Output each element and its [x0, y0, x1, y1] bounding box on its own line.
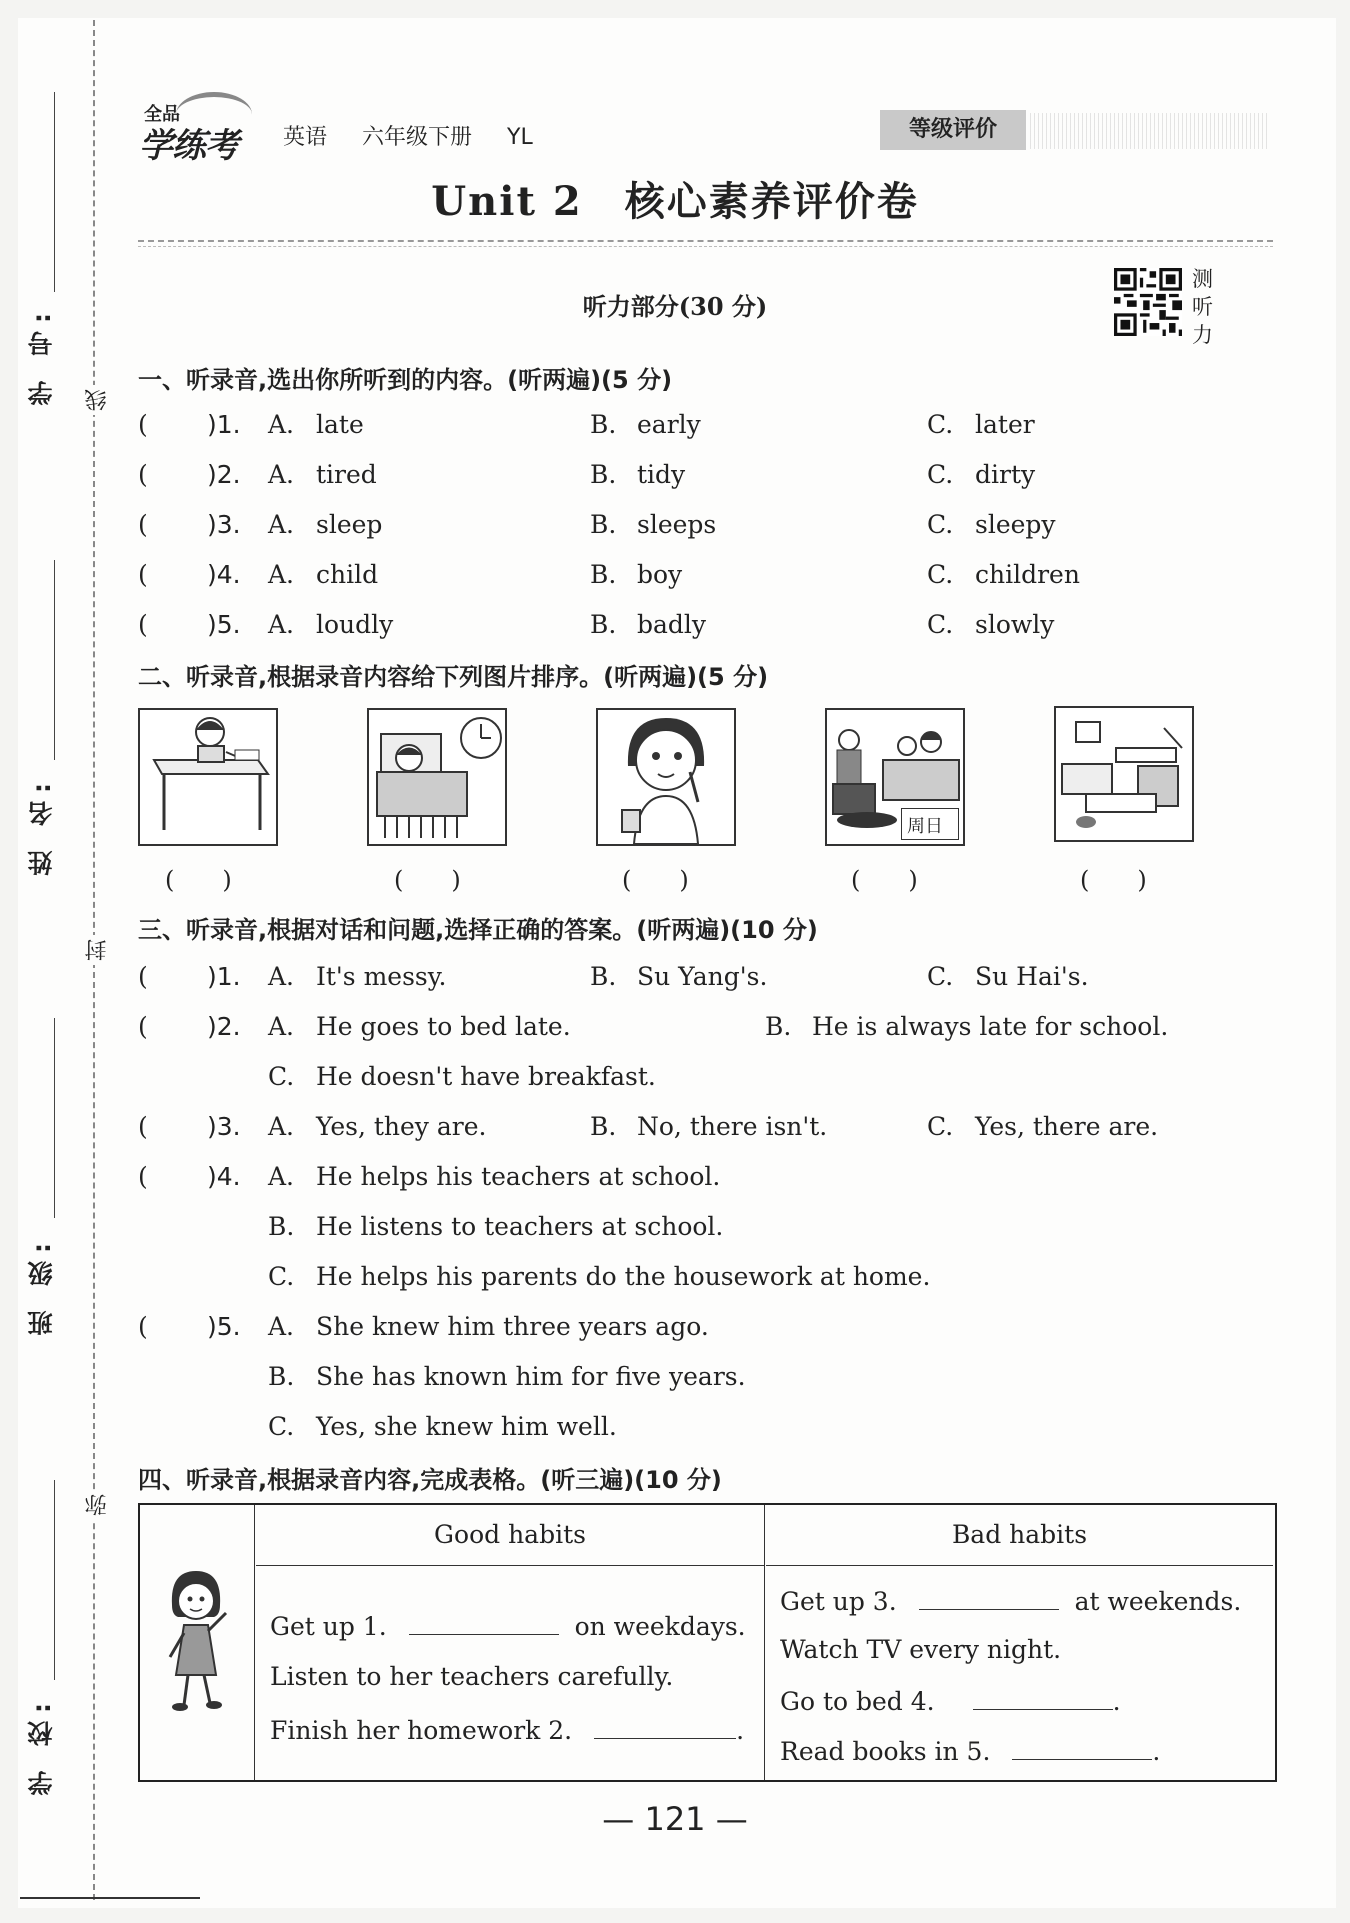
subject-label: 英语 [283, 125, 328, 150]
header-meta [283, 120, 561, 151]
sunday-label-box [901, 808, 959, 840]
logo-brand: 学练考 [139, 126, 238, 166]
picture-order-paren-5[interactable]: ( ) [1080, 866, 1147, 894]
answer-paren[interactable]: ( [138, 610, 148, 639]
title-divider [138, 240, 1273, 242]
option-a-label: A. [268, 560, 295, 589]
option-a-label: A. [268, 610, 295, 639]
option-a-text: child [316, 560, 379, 589]
item-number: )3. [207, 510, 241, 539]
picture-boy-writing [138, 708, 278, 846]
header-texture [1030, 113, 1270, 149]
boy-in-bed-illustration [369, 710, 505, 844]
option-b-label: B. [590, 460, 617, 489]
good-habits-column [256, 1505, 765, 1780]
blank-2-input[interactable] [594, 1714, 736, 1739]
option-b-text: sleeps [637, 510, 717, 539]
answer-paren[interactable]: ( [138, 460, 148, 489]
option-b-label: B. [765, 1012, 792, 1041]
bad-habit-4-prefix: Read books in 5. [780, 1737, 991, 1766]
option-a-label: A. [268, 460, 295, 489]
class-label: 班 级: [27, 1235, 56, 1336]
good-habit-3-prefix: Finish her homework 2. [270, 1716, 573, 1745]
name-line [54, 560, 55, 760]
option-a-text: She knew him three years ago. [316, 1312, 709, 1341]
blank-1-input[interactable] [409, 1610, 559, 1635]
qr-caption: 测听力 [1192, 267, 1213, 347]
answer-paren[interactable]: ( [138, 1012, 148, 1041]
section2-title: 二、听录音,根据录音内容给下列图片排序。(听两遍)(5 分) [138, 663, 769, 691]
bad-habit-3 [780, 1685, 1121, 1716]
grade-label: 六年级下册 [362, 125, 473, 150]
good-habit-1-prefix: Get up 1. [270, 1612, 387, 1641]
edition-label: YL [507, 125, 533, 150]
section1-title: 一、听录音,选出你所听到的内容。(听两遍)(5 分) [138, 366, 673, 394]
answer-paren[interactable]: ( [138, 1162, 148, 1191]
option-a-text: loudly [316, 610, 394, 639]
school-line [54, 1480, 55, 1680]
bad-habits-column [766, 1505, 1273, 1780]
page-title: Unit 2 核心素养评价卷 [431, 178, 919, 225]
item-number: )5. [207, 1312, 241, 1341]
item-number: )4. [207, 560, 241, 589]
title-divider-inner [138, 246, 1273, 247]
item-number: )1. [207, 962, 241, 991]
item-number: )1. [207, 410, 241, 439]
good-habit-1 [270, 1610, 746, 1641]
option-b-text: badly [637, 610, 707, 639]
option-c-label: C. [927, 560, 954, 589]
option-b-text: Su Yang's. [637, 962, 768, 991]
answer-paren[interactable]: ( [138, 510, 148, 539]
student-no-label: 学 号: [27, 305, 56, 406]
bad-habits-header: Bad habits [766, 1505, 1273, 1566]
item-number: )3. [207, 1112, 241, 1141]
blank-5-input[interactable] [1012, 1735, 1152, 1760]
item-number: )2. [207, 460, 241, 489]
option-c-text: He helps his parents do the housework at home. [316, 1262, 931, 1291]
bad-habit-4 [780, 1735, 1160, 1766]
option-b-label: B. [590, 510, 617, 539]
bad-habit-1 [780, 1585, 1241, 1616]
cut-word-seal: 封 [82, 935, 113, 965]
option-c-text: Su Hai's. [975, 962, 1089, 991]
grade-badge: 等级评价 [880, 110, 1026, 150]
blank-3-input[interactable] [919, 1585, 1059, 1610]
option-a-text: He goes to bed late. [316, 1012, 571, 1041]
picture-messy-room [1054, 706, 1194, 842]
item-number: )5. [207, 610, 241, 639]
bad-habit-3-suffix: . [1112, 1687, 1121, 1716]
option-b-label: B. [590, 560, 617, 589]
item-number: )4. [207, 1162, 241, 1191]
girl-brushing-illustration [598, 710, 734, 844]
answer-paren[interactable]: ( [138, 1112, 148, 1141]
answer-paren[interactable]: ( [138, 560, 148, 589]
good-habit-3-suffix: . [736, 1716, 745, 1745]
option-b-text: boy [637, 560, 683, 589]
option-c-text: sleepy [975, 510, 1056, 539]
picture-order-paren-4[interactable]: ( ) [851, 866, 918, 894]
picture-boy-waking [367, 708, 507, 846]
option-b-label: B. [590, 962, 617, 991]
option-c-label: C. [927, 460, 954, 489]
picture-girl-brushing [596, 708, 736, 846]
bad-habit-1-suffix: at weekends. [1074, 1587, 1242, 1616]
blank-4-input[interactable] [973, 1685, 1113, 1710]
good-habits-header: Good habits [256, 1505, 764, 1566]
table-picture-cell [140, 1505, 255, 1780]
option-c-label: C. [927, 510, 954, 539]
option-a-text: tired [316, 460, 377, 489]
option-b-label: B. [268, 1212, 295, 1241]
bad-habit-4-suffix: . [1152, 1737, 1161, 1766]
option-c-text: children [975, 560, 1080, 589]
option-b-label: B. [590, 410, 617, 439]
bad-habit-1-prefix: Get up 3. [780, 1587, 897, 1616]
option-a-text: late [316, 410, 364, 439]
option-a-label: A. [268, 1312, 295, 1341]
option-c-label: C. [927, 962, 954, 991]
option-a-text: It's messy. [316, 962, 447, 991]
boy-writing-illustration [140, 710, 276, 844]
option-b-text: He is always late for school. [812, 1012, 1169, 1041]
option-b-label: B. [268, 1362, 295, 1391]
option-c-text: later [975, 410, 1035, 439]
option-c-label: C. [268, 1062, 295, 1091]
section3-title: 三、听录音,根据对话和问题,选择正确的答案。(听两遍)(10 分) [138, 916, 818, 944]
picture-order-paren-2[interactable]: ( ) [394, 866, 461, 894]
school-label: 学 校: [27, 1695, 56, 1796]
option-b-text: tidy [637, 460, 686, 489]
good-habit-1-suffix: on weekdays. [574, 1612, 746, 1641]
option-a-text: Yes, they are. [316, 1112, 487, 1141]
picture-order-paren-1[interactable]: ( ) [165, 866, 232, 894]
option-c-label: C. [268, 1412, 295, 1441]
option-a-label: A. [268, 1012, 295, 1041]
item-number: )2. [207, 1012, 241, 1041]
good-habit-2: Listen to her teachers carefully. [270, 1662, 674, 1691]
option-c-label: C. [927, 410, 954, 439]
option-b-text: He listens to teachers at school. [316, 1212, 724, 1241]
picture-order-paren-3[interactable]: ( ) [622, 866, 689, 894]
picture-family-tv [825, 708, 965, 846]
good-habit-3 [270, 1714, 744, 1745]
bad-habit-3-prefix: Go to bed 4. [780, 1687, 935, 1716]
option-c-text: Yes, there are. [975, 1112, 1159, 1141]
option-a-label: A. [268, 1112, 295, 1141]
option-c-label: C. [927, 610, 954, 639]
name-label: 姓 名: [27, 775, 56, 876]
option-c-label: C. [268, 1262, 295, 1291]
listening-part-title: 听力部分(30 分) [582, 292, 768, 321]
option-b-label: B. [590, 1112, 617, 1141]
option-c-text: slowly [975, 610, 1055, 639]
option-b-label: B. [590, 610, 617, 639]
option-c-text: He doesn't have breakfast. [316, 1062, 656, 1091]
option-b-text: She has known him for five years. [316, 1362, 746, 1391]
answer-paren[interactable]: ( [138, 962, 148, 991]
messy-room-illustration [1056, 708, 1192, 840]
girl-illustration [140, 1505, 254, 1780]
answer-paren[interactable]: ( [138, 1312, 148, 1341]
option-a-text: He helps his teachers at school. [316, 1162, 721, 1191]
option-a-label: A. [268, 510, 295, 539]
option-c-text: dirty [975, 460, 1036, 489]
bottom-rule [20, 1897, 200, 1899]
option-c-text: Yes, she knew him well. [316, 1412, 617, 1441]
answer-paren[interactable]: ( [138, 410, 148, 439]
page-number: — 121 — [602, 1800, 748, 1838]
option-c-label: C. [927, 1112, 954, 1141]
bad-habit-2: Watch TV every night. [780, 1635, 1062, 1664]
option-a-text: sleep [316, 510, 383, 539]
class-line [54, 1018, 55, 1218]
option-a-label: A. [268, 962, 295, 991]
option-b-text: No, there isn't. [637, 1112, 828, 1141]
option-a-label: A. [268, 410, 295, 439]
sunday-label: 周日 [907, 816, 943, 837]
logo-brand-small: 全品 [144, 104, 180, 125]
cut-word-line: 线 [82, 385, 113, 415]
option-a-label: A. [268, 1162, 295, 1191]
habits-table [138, 1503, 1277, 1782]
option-b-text: early [637, 410, 701, 439]
cut-word-close: 弥 [82, 1490, 113, 1520]
qr-code-icon[interactable] [1114, 268, 1182, 336]
section4-title: 四、听录音,根据录音内容,完成表格。(听三遍)(10 分) [138, 1466, 722, 1494]
